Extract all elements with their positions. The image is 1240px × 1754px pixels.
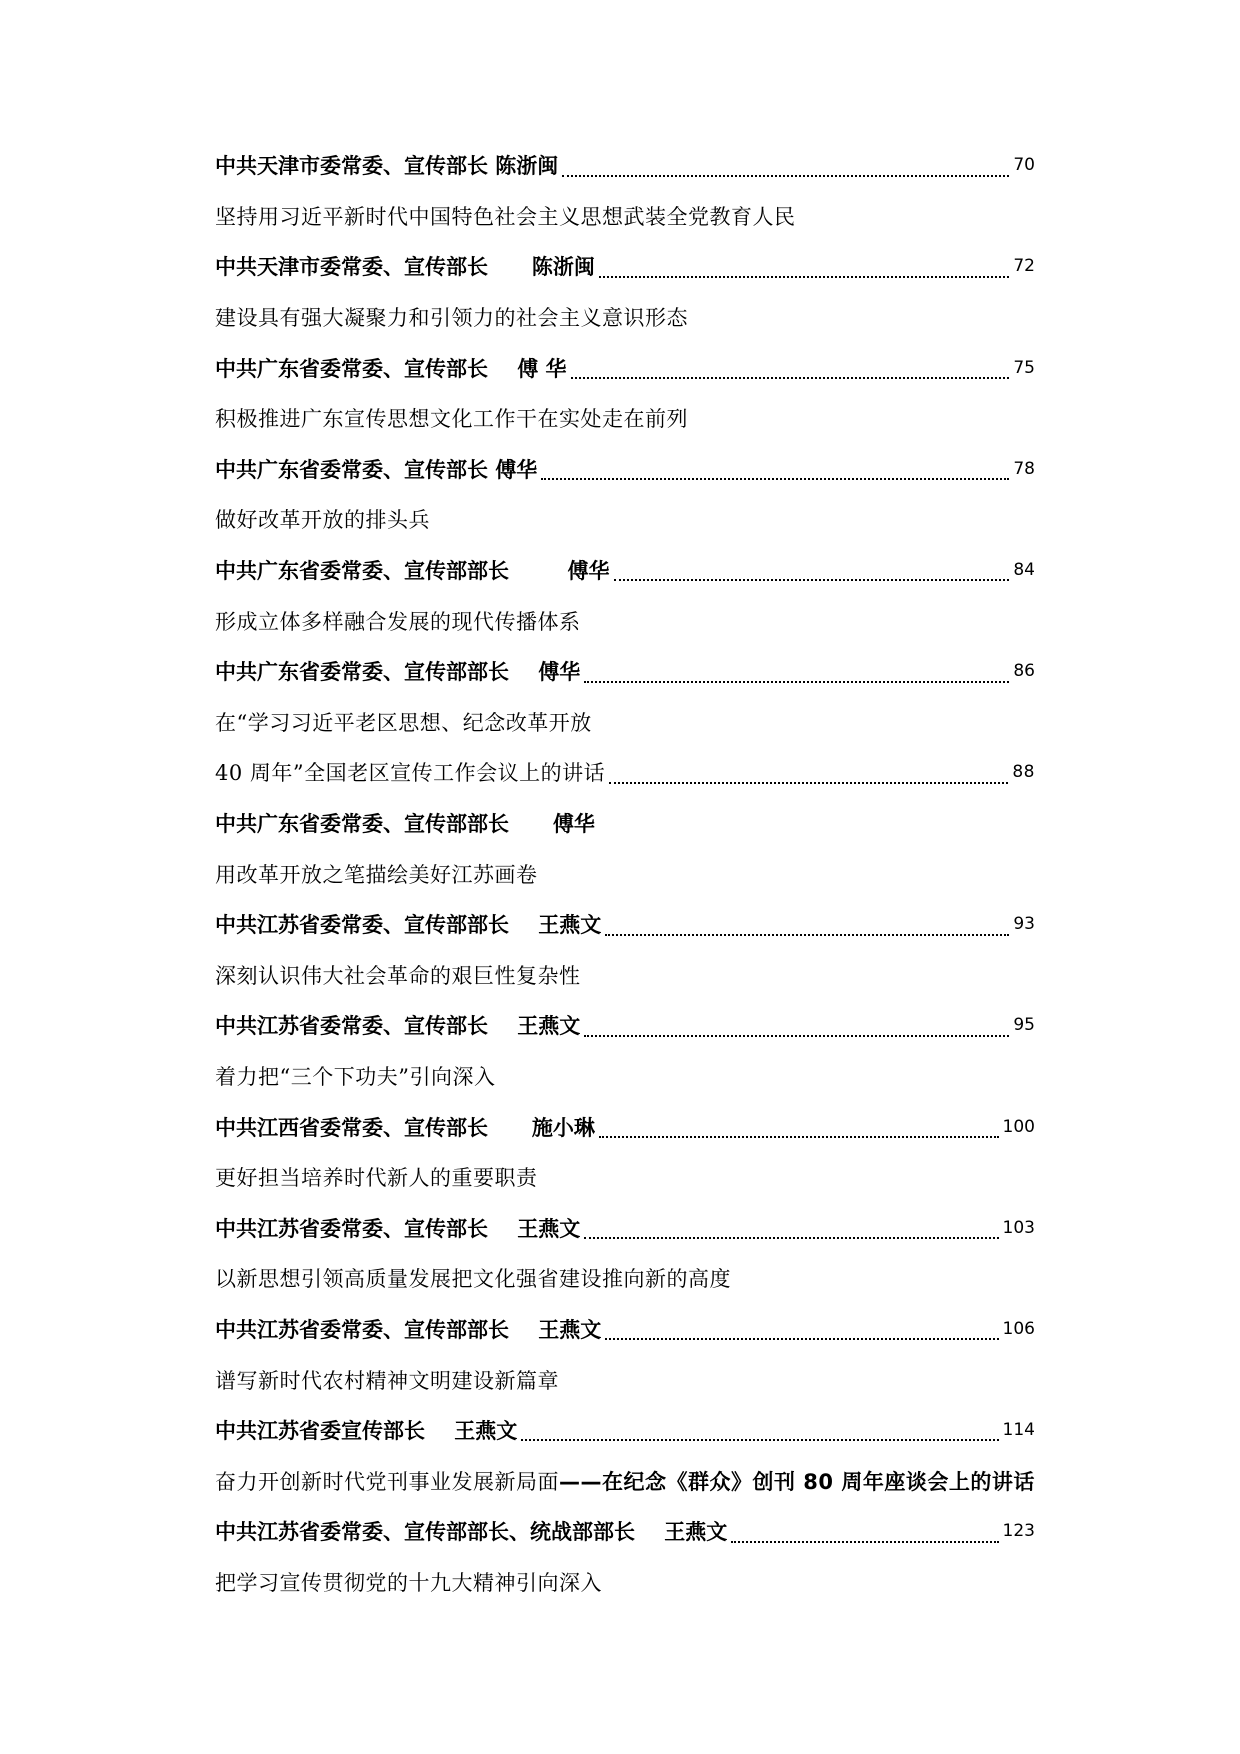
toc-title-line — [215, 595, 1035, 646]
author-text: 中共江苏省委常委、宣传部部长 王燕文 — [215, 913, 602, 938]
dot-leader — [584, 681, 1009, 683]
title-text: 建设具有强大凝聚力和引领力的社会主义意识形态 — [215, 306, 688, 331]
dot-leader — [605, 934, 1009, 936]
author-text: 中共江苏省委宣传部长 王燕文 — [215, 1419, 518, 1444]
toc-title-line — [215, 697, 1035, 748]
page-number: 70 — [1013, 155, 1035, 176]
toc-author-line — [215, 545, 1035, 596]
toc-author-line — [215, 342, 1035, 393]
author-text: 中共广东省委常委、宣传部长 傅 华 — [215, 356, 567, 381]
title-text: 做好改革开放的排头兵 — [215, 508, 430, 533]
toc-author-line — [215, 1000, 1035, 1051]
title-text: 用改革开放之笔描绘美好江苏画卷 — [215, 862, 538, 887]
toc-title-line — [215, 393, 1035, 444]
dot-leader — [599, 276, 1009, 278]
dot-leader — [562, 175, 1009, 177]
title-text: 坚持用习近平新时代中国特色社会主义思想武装全党教育人民 — [215, 204, 796, 229]
toc-title-line — [215, 1152, 1035, 1203]
title-text: 在“学习习近平老区思想、纪念改革开放 — [215, 710, 592, 735]
title-text: 着力把“三个下功夫”引向深入 — [215, 1064, 496, 1089]
page-number: 93 — [1013, 914, 1035, 935]
toc-title-line — [215, 1557, 1035, 1608]
toc-title-line — [215, 292, 1035, 343]
page-number: 103 — [1002, 1217, 1035, 1238]
dot-leader — [521, 1439, 998, 1441]
toc-author-line — [215, 798, 1035, 849]
title-text: 积极推进广东宣传思想文化工作干在实处走在前列 — [215, 407, 688, 432]
page-number: 88 — [1012, 762, 1035, 783]
page-number: 84 — [1013, 560, 1035, 581]
toc-author-line — [215, 1101, 1035, 1152]
dot-leader — [541, 478, 1009, 480]
page-number: 106 — [1002, 1318, 1035, 1339]
page-number: 123 — [1002, 1521, 1035, 1542]
author-text: 中共广东省委常委、宣传部长 傅华 — [215, 457, 538, 482]
title-text: 谱写新时代农村精神文明建设新篇章 — [215, 1368, 559, 1393]
author-text: 中共天津市委常委、宣传部长 陈浙闽 — [215, 255, 595, 280]
table-of-contents — [215, 140, 1035, 1607]
dot-leader — [584, 1035, 1009, 1037]
page-number: 86 — [1013, 661, 1035, 682]
dot-leader — [571, 377, 1010, 379]
toc-author-line — [215, 444, 1035, 495]
title-subtitle-text: ——在纪念《群众》创刊 80 周年座谈会上的讲话 — [559, 1469, 1035, 1494]
dot-leader — [599, 1136, 999, 1138]
toc-title-line — [215, 747, 1035, 798]
toc-author-line — [215, 899, 1035, 950]
toc-title-line — [215, 1354, 1035, 1405]
toc-title-line — [215, 1051, 1035, 1102]
title-text: 40 周年”全国老区宣传工作会议上的讲话 — [215, 761, 606, 786]
page-number: 78 — [1013, 458, 1035, 479]
title-text: 更好担当培养时代新人的重要职责 — [215, 1166, 538, 1191]
toc-author-line — [215, 1304, 1035, 1355]
toc-title-line — [215, 191, 1035, 242]
author-text: 中共广东省委常委、宣传部部长 傅华 — [215, 559, 610, 584]
title-text: 把学习宣传贯彻党的十九大精神引向深入 — [215, 1570, 602, 1595]
dot-leader — [605, 1338, 998, 1340]
author-text: 中共江苏省委常委、宣传部部长、统战部部长 王燕文 — [215, 1520, 728, 1545]
toc-author-line — [215, 1202, 1035, 1253]
page-number: 100 — [1002, 1116, 1035, 1137]
title-text: 深刻认识伟大社会革命的艰巨性复杂性 — [215, 963, 581, 988]
toc-author-line — [215, 1506, 1035, 1557]
title-text: 以新思想引领高质量发展把文化强省建设推向新的高度 — [215, 1267, 731, 1292]
author-text: 中共江苏省委常委、宣传部长 王燕文 — [215, 1216, 581, 1241]
toc-author-line — [215, 241, 1035, 292]
page-number: 72 — [1013, 256, 1035, 277]
author-text: 中共江苏省委常委、宣传部部长 王燕文 — [215, 1317, 602, 1342]
toc-title-line — [215, 848, 1035, 899]
toc-title-line — [215, 494, 1035, 545]
dot-leader — [584, 1237, 998, 1239]
page-number: 75 — [1013, 357, 1035, 378]
toc-title-line — [215, 950, 1035, 1001]
dot-leader — [731, 1541, 998, 1543]
toc-author-line — [215, 1405, 1035, 1456]
dot-leader — [614, 579, 1010, 581]
page-number: 95 — [1013, 1015, 1035, 1036]
toc-author-line — [215, 140, 1035, 191]
dot-leader — [609, 782, 1008, 784]
author-text: 中共广东省委常委、宣传部部长 傅华 — [215, 660, 581, 685]
author-text: 中共广东省委常委、宣传部部长 傅华 — [215, 812, 595, 837]
page-number: 114 — [1002, 1420, 1035, 1441]
author-text: 中共江苏省委常委、宣传部长 王燕文 — [215, 1014, 581, 1039]
author-text: 中共天津市委常委、宣传部长 陈浙闽 — [215, 154, 559, 179]
toc-author-line — [215, 646, 1035, 697]
toc-title-line — [215, 1253, 1035, 1304]
title-text: 形成立体多样融合发展的现代传播体系 — [215, 609, 581, 634]
toc-title-line — [215, 1455, 1035, 1506]
title-text: 奋力开创新时代党刊事业发展新局面 — [215, 1469, 559, 1494]
author-text: 中共江西省委常委、宣传部长 施小琳 — [215, 1115, 595, 1140]
